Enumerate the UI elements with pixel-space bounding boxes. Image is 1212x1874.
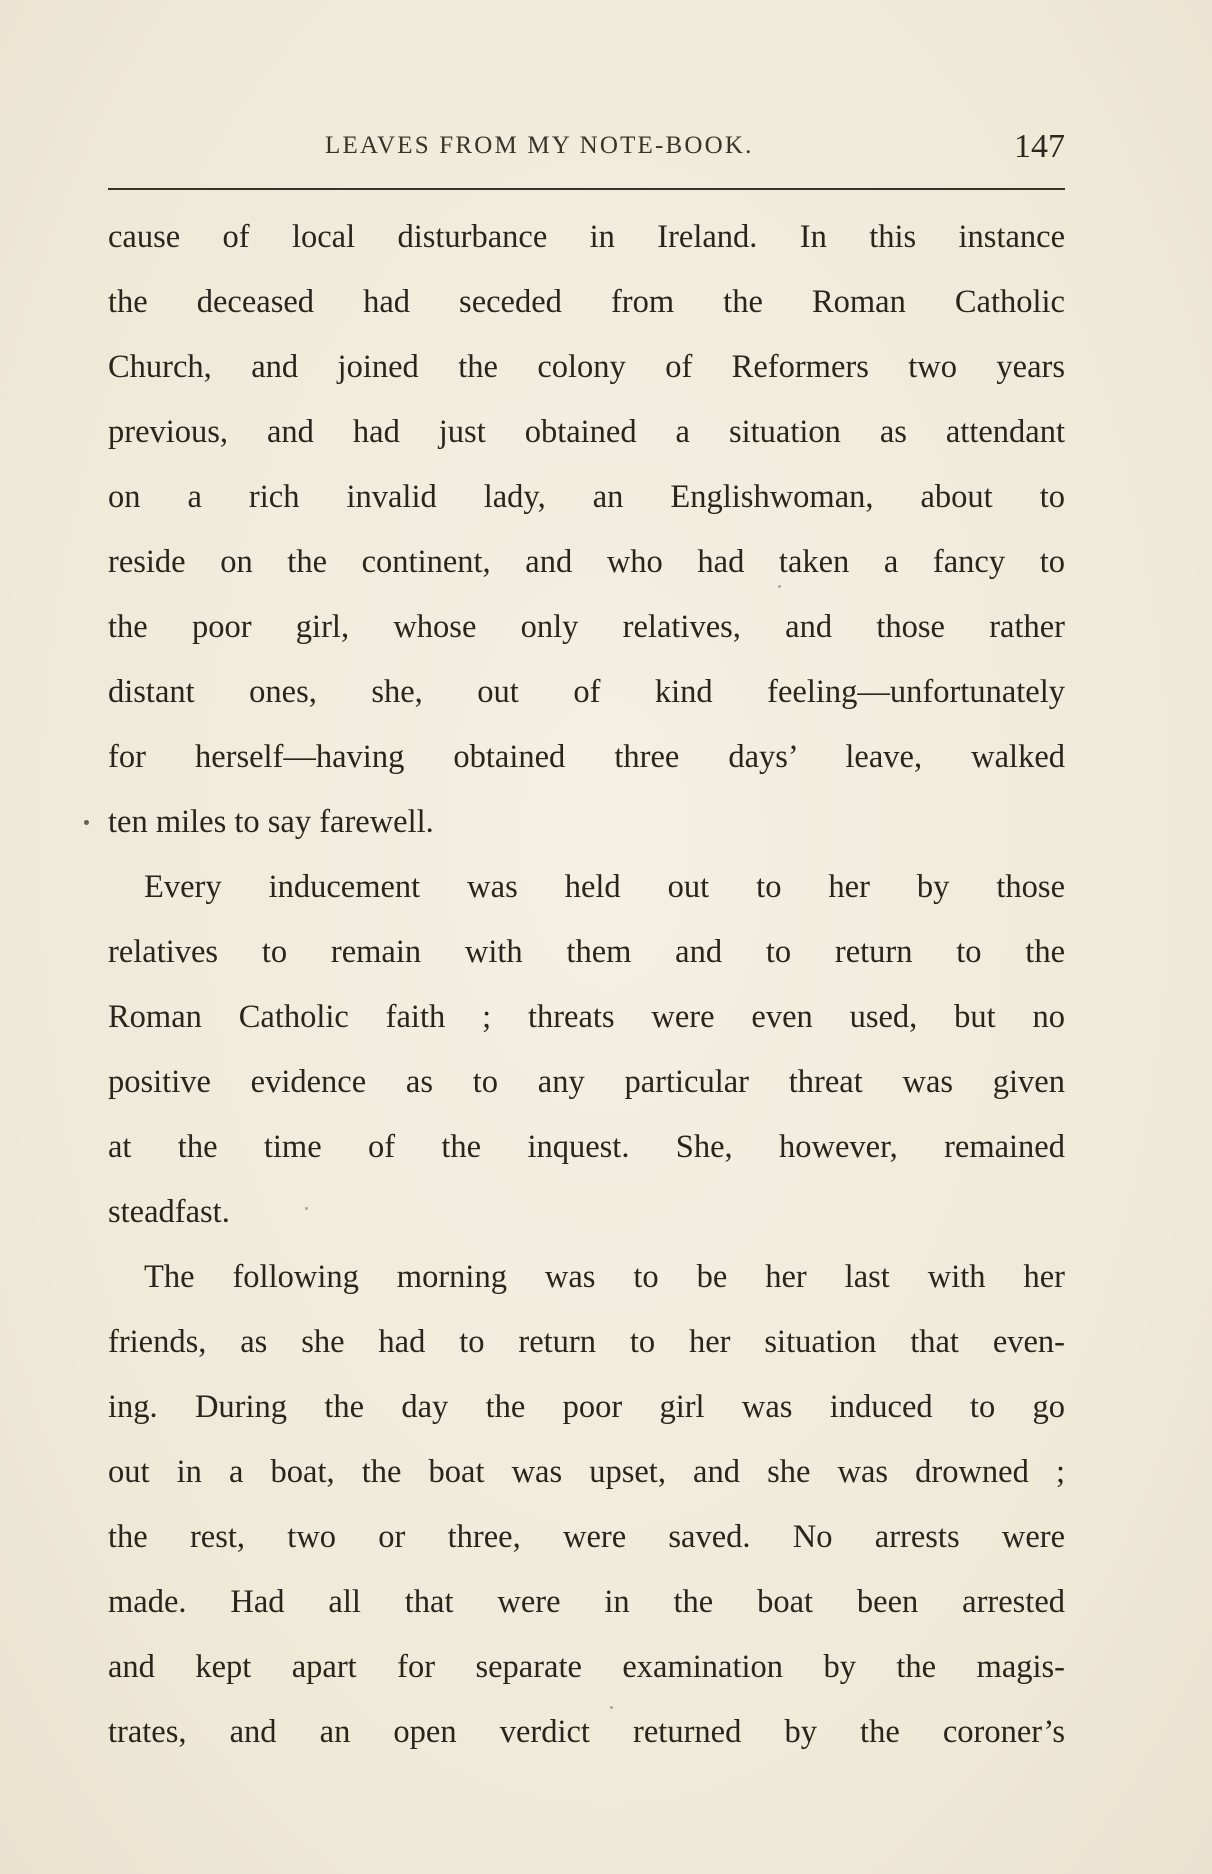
text-line: ten miles to say farewell. (108, 804, 434, 840)
text-line: previous, and had just obtained a situation as attendant (108, 414, 1065, 450)
text-line: for herself—having obtained three days’ leave, walked (108, 739, 1065, 775)
text-line: on a rich invalid lady, an Englishwoman, about to (108, 479, 1065, 515)
page-number: 147 (1014, 128, 1065, 165)
text-line: made. Had all that were in the boat been arrested (108, 1584, 1065, 1620)
running-head (110, 128, 1065, 168)
text-line: the deceased had seceded from the Roman Catholic (108, 284, 1065, 320)
text-line: trates, and an open verdict returned by the coroner’s (108, 1714, 1065, 1750)
text-line: the rest, two or three, were saved. No arrests were (108, 1519, 1065, 1555)
text-line: ing. During the day the poor girl was induced to go (108, 1389, 1065, 1425)
text-line: the poor girl, whose only relatives, and those rather (108, 609, 1065, 645)
running-title: LEAVES FROM MY NOTE-BOOK. (325, 132, 754, 159)
text-line: steadfast. (108, 1194, 230, 1230)
print-speck (305, 1207, 308, 1210)
text-line: out in a boat, the boat was upset, and she was drowned ; (108, 1454, 1065, 1490)
text-line: Every inducement was held out to her by those (144, 869, 1065, 905)
text-line: Church, and joined the colony of Reformers two years (108, 349, 1065, 385)
text-line: The following morning was to be her last with her (144, 1259, 1065, 1295)
text-line: friends, as she had to return to her situation that even- (108, 1324, 1065, 1360)
text-line: positive evidence as to any particular threat was given (108, 1064, 1065, 1100)
print-speck (84, 820, 89, 825)
header-rule (108, 188, 1065, 190)
text-line: at the time of the inquest. She, however, remained (108, 1129, 1065, 1165)
text-line: relatives to remain with them and to return to the (108, 934, 1065, 970)
text-line: cause of local disturbance in Ireland. In this instance (108, 219, 1065, 255)
text-line: distant ones, she, out of kind feeling—unfortunately (108, 674, 1065, 710)
body-text (108, 212, 1065, 1772)
print-speck (610, 1706, 613, 1709)
text-line: reside on the continent, and who had taken a fancy to (108, 544, 1065, 580)
text-line: and kept apart for separate examination by the magis- (108, 1649, 1065, 1685)
text-line: Roman Catholic faith ; threats were even used, but no (108, 999, 1065, 1035)
print-speck (778, 585, 781, 588)
